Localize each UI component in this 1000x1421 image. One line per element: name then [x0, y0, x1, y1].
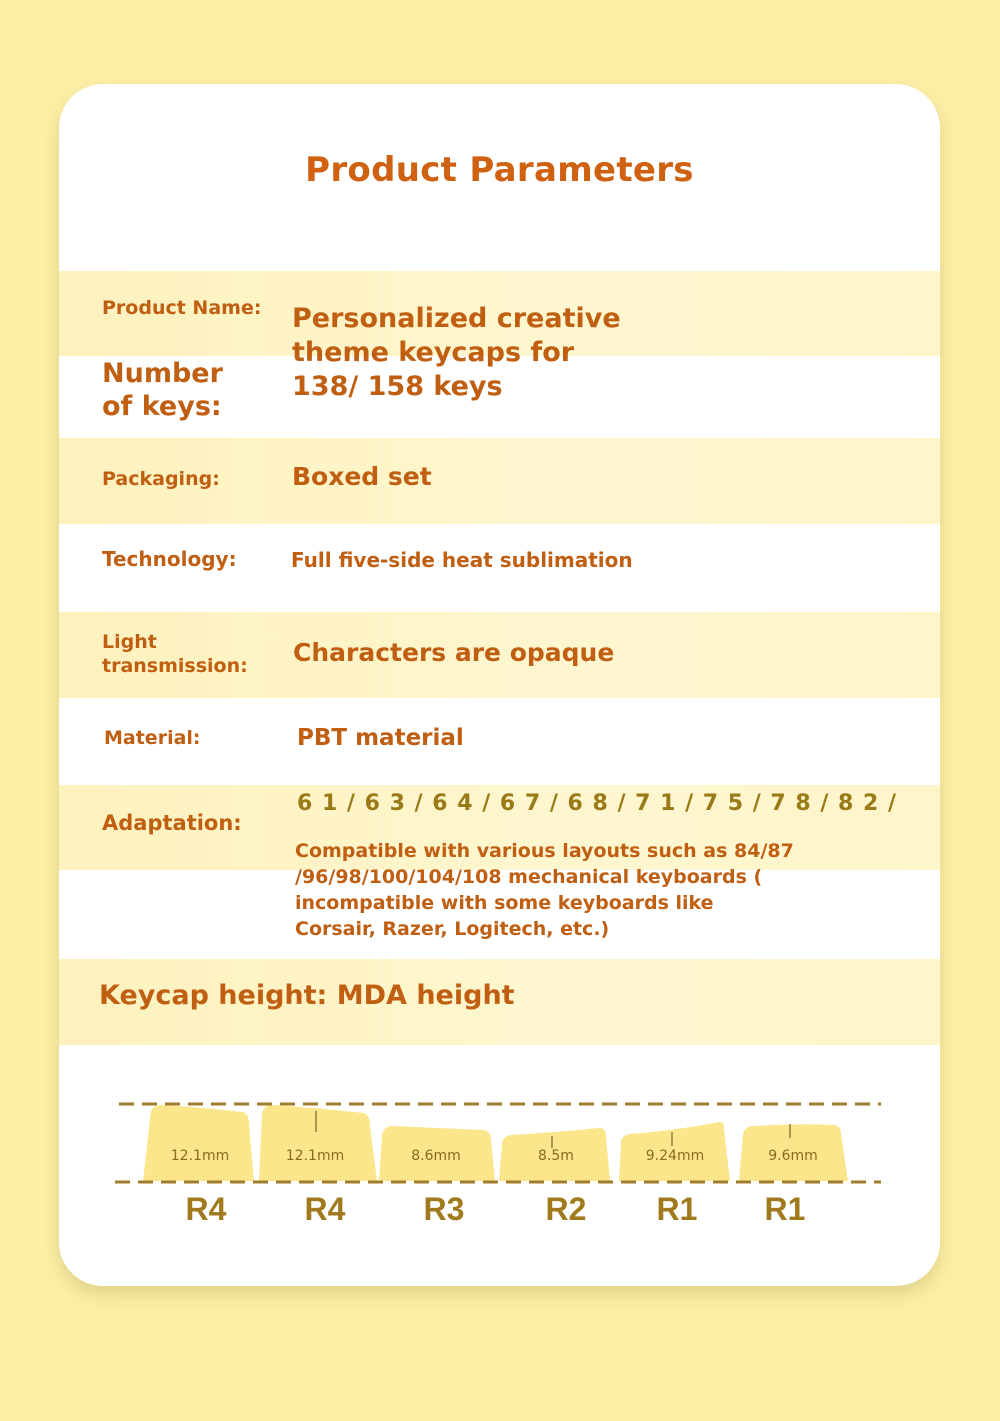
row-profile-label: R2	[545, 1191, 587, 1227]
adaptation-label: Adaptation:	[102, 811, 242, 835]
technology-label: Technology:	[102, 547, 237, 571]
technology-value: Full five-side heat sublimation	[291, 548, 633, 572]
keycap-height-label: 8.6mm	[411, 1148, 461, 1164]
material-value: PBT material	[297, 725, 464, 751]
light-transmission-value: Characters are opaque	[293, 638, 615, 667]
page-title: Product Parameters	[305, 150, 694, 190]
row-profile-label: R4	[304, 1191, 346, 1227]
row-profile-label: R1	[656, 1191, 698, 1227]
packaging-label: Packaging:	[102, 468, 220, 490]
product-name-label: Product Name:	[102, 297, 262, 319]
row-profile-label: R3	[423, 1191, 465, 1227]
number-of-keys-label: Number of keys:	[102, 358, 223, 422]
packaging-value: Boxed set	[292, 462, 432, 491]
keycap-height-label: 9.24mm	[645, 1148, 705, 1164]
adaptation-note: Compatible with various layouts such as 84/87 /96/98/100/104/108 mechanical keyboards ( incompatible with some keyboards like Corsair, Razer, Logitech, etc.)	[295, 840, 794, 940]
keycap-shape	[143, 1105, 254, 1181]
keycap-height-label: 12.1mm	[170, 1148, 230, 1164]
product-name-value: Personalized creative theme keycaps for 138/ 158 keys	[292, 303, 621, 402]
material-label: Material:	[104, 727, 201, 749]
keycap-height-label: 8.5m	[538, 1148, 574, 1164]
adaptation-sizes: 6 1 / 6 3 / 6 4 / 6 7 / 6 8 / 7 1 / 7 5 / 7 8 / 8 2 /	[297, 791, 897, 816]
parameters-card	[59, 84, 940, 1286]
keycap-height-title: Keycap height: MDA height	[99, 980, 515, 1011]
keycap-height-label: 12.1mm	[285, 1148, 345, 1164]
row-profile-label: R4	[185, 1191, 227, 1227]
keycap-profile-diagram	[59, 84, 940, 1286]
light-transmission-label: Light transmission:	[102, 631, 248, 677]
row-profile-label: R1	[764, 1191, 806, 1227]
keycap-height-label: 9.6mm	[768, 1148, 818, 1164]
keycap-shape	[259, 1105, 377, 1181]
